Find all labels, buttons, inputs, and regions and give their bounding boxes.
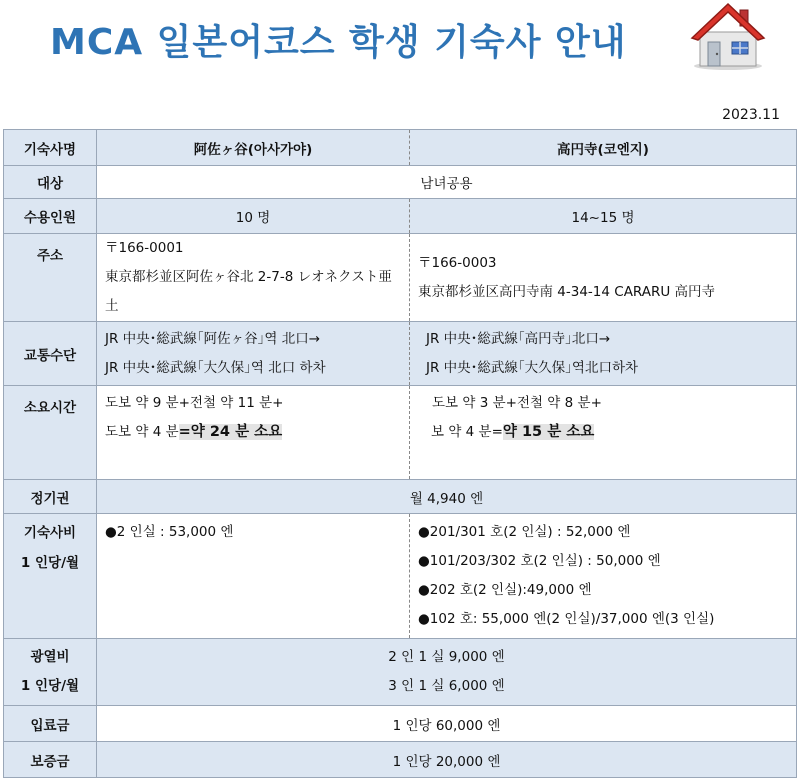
transport-koenji-line1: JR 中央･総武線｢高円寺｣北口→ <box>426 330 611 347</box>
capacity-asagaya: 10 명 <box>97 199 410 234</box>
rent-koenji-line3: ●202 호(2 인실):49,000 엔 <box>418 582 592 598</box>
time-koenji-line1: 도보 약 3 분+전철 약 8 분+ <box>432 395 602 411</box>
rent-koenji-line1: ●201/301 호(2 인실) : 52,000 엔 <box>418 524 631 540</box>
address-line-asagaya: 東京都杉並区阿佐ヶ谷北 2-7-8 レオネクスト亜土 <box>105 269 392 314</box>
label-dorm-name: 기숙사명 <box>4 130 97 166</box>
row-address <box>4 234 797 322</box>
label-commuter-pass: 정기권 <box>4 480 97 514</box>
rent-asagaya-line1: ●2 인실 : 53,000 엔 <box>105 524 234 540</box>
label-utility-line1: 광열비 <box>30 649 70 665</box>
row-transport <box>4 322 797 386</box>
transport-koenji-line2: JR 中央･総武線｢大久保｣역北口하차 <box>426 359 639 376</box>
transport-koenji <box>410 322 797 386</box>
address-asagaya <box>97 234 410 322</box>
time-asagaya <box>97 386 410 480</box>
label-entry-fee: 입료금 <box>4 706 97 742</box>
label-transport: 교통수단 <box>4 322 97 386</box>
time-koenji <box>410 386 797 480</box>
zip-asagaya: 〒166-0001 <box>105 240 184 256</box>
document-date: 2023.11 <box>722 107 780 123</box>
commuter-pass-value: 월 4,940 엔 <box>97 480 797 514</box>
row-commuter-pass <box>4 480 797 514</box>
row-capacity <box>4 199 797 234</box>
label-rent <box>4 514 97 639</box>
rent-koenji-line2: ●101/203/302 호(2 인실) : 50,000 엔 <box>418 553 661 569</box>
dormitory-table <box>3 129 797 778</box>
address-line-koenji: 東京都杉並区高円寺南 4-34-14 CARARU 高円寺 <box>418 283 716 300</box>
label-utility <box>4 639 97 706</box>
zip-koenji: 〒166-0003 <box>418 254 497 271</box>
dorm-name-koenji: 高円寺(코엔지) <box>410 130 797 166</box>
utility-line1: 2 인 1 실 9,000 엔 <box>388 649 505 665</box>
rent-asagaya <box>97 514 410 639</box>
rent-koenji <box>410 514 797 639</box>
label-capacity: 수용인원 <box>4 199 97 234</box>
label-address: 주소 <box>4 234 97 322</box>
time-asagaya-line2 <box>105 418 401 447</box>
label-rent-line2: 1 인당/월 <box>20 555 80 571</box>
time-koenji-walk: 보 약 4 분= <box>431 424 503 440</box>
row-utility <box>4 639 797 706</box>
label-target: 대상 <box>4 166 97 199</box>
row-dorm-name <box>4 130 797 166</box>
label-deposit: 보증금 <box>4 742 97 778</box>
row-deposit <box>4 742 797 778</box>
row-entry-fee <box>4 706 797 742</box>
label-travel-time: 소요시간 <box>4 386 97 480</box>
capacity-koenji: 14~15 명 <box>410 199 797 234</box>
house-icon <box>688 2 768 70</box>
deposit-value: 1 인당 20,000 엔 <box>97 742 797 778</box>
entry-fee-value: 1 인당 60,000 엔 <box>97 706 797 742</box>
transport-asagaya-line2: JR 中央･総武線｢大久保｣역 北口 하차 <box>105 359 326 376</box>
target-value: 남녀공용 <box>97 166 797 199</box>
time-koenji-line2 <box>431 418 788 447</box>
page-title: MCA 일본어코스 학생 기숙사 안내 <box>50 22 627 63</box>
transport-asagaya <box>97 322 410 386</box>
transport-asagaya-line1: JR 中央･総武線｢阿佐ヶ谷｣역 北口→ <box>105 330 321 347</box>
row-rent <box>4 514 797 639</box>
dorm-name-asagaya: 阿佐ヶ谷(아사가야) <box>97 130 410 166</box>
address-koenji <box>410 234 797 322</box>
time-asagaya-line1: 도보 약 9 분+전철 약 11 분+ <box>105 395 284 411</box>
utility-line2: 3 인 1 실 6,000 엔 <box>388 678 505 694</box>
label-utility-line2: 1 인당/월 <box>20 678 80 694</box>
row-travel-time <box>4 386 797 480</box>
time-koenji-total: 약 15 분 소요 <box>502 424 595 440</box>
row-target <box>4 166 797 199</box>
label-rent-line1: 기숙사비 <box>23 525 77 541</box>
time-asagaya-walk: 도보 약 4 분 <box>105 424 179 440</box>
time-asagaya-total: =약 24 분 소요 <box>178 424 283 440</box>
utility-value <box>97 639 797 706</box>
rent-koenji-line4: ●102 호: 55,000 엔(2 인실)/37,000 엔(3 인실) <box>418 611 715 627</box>
